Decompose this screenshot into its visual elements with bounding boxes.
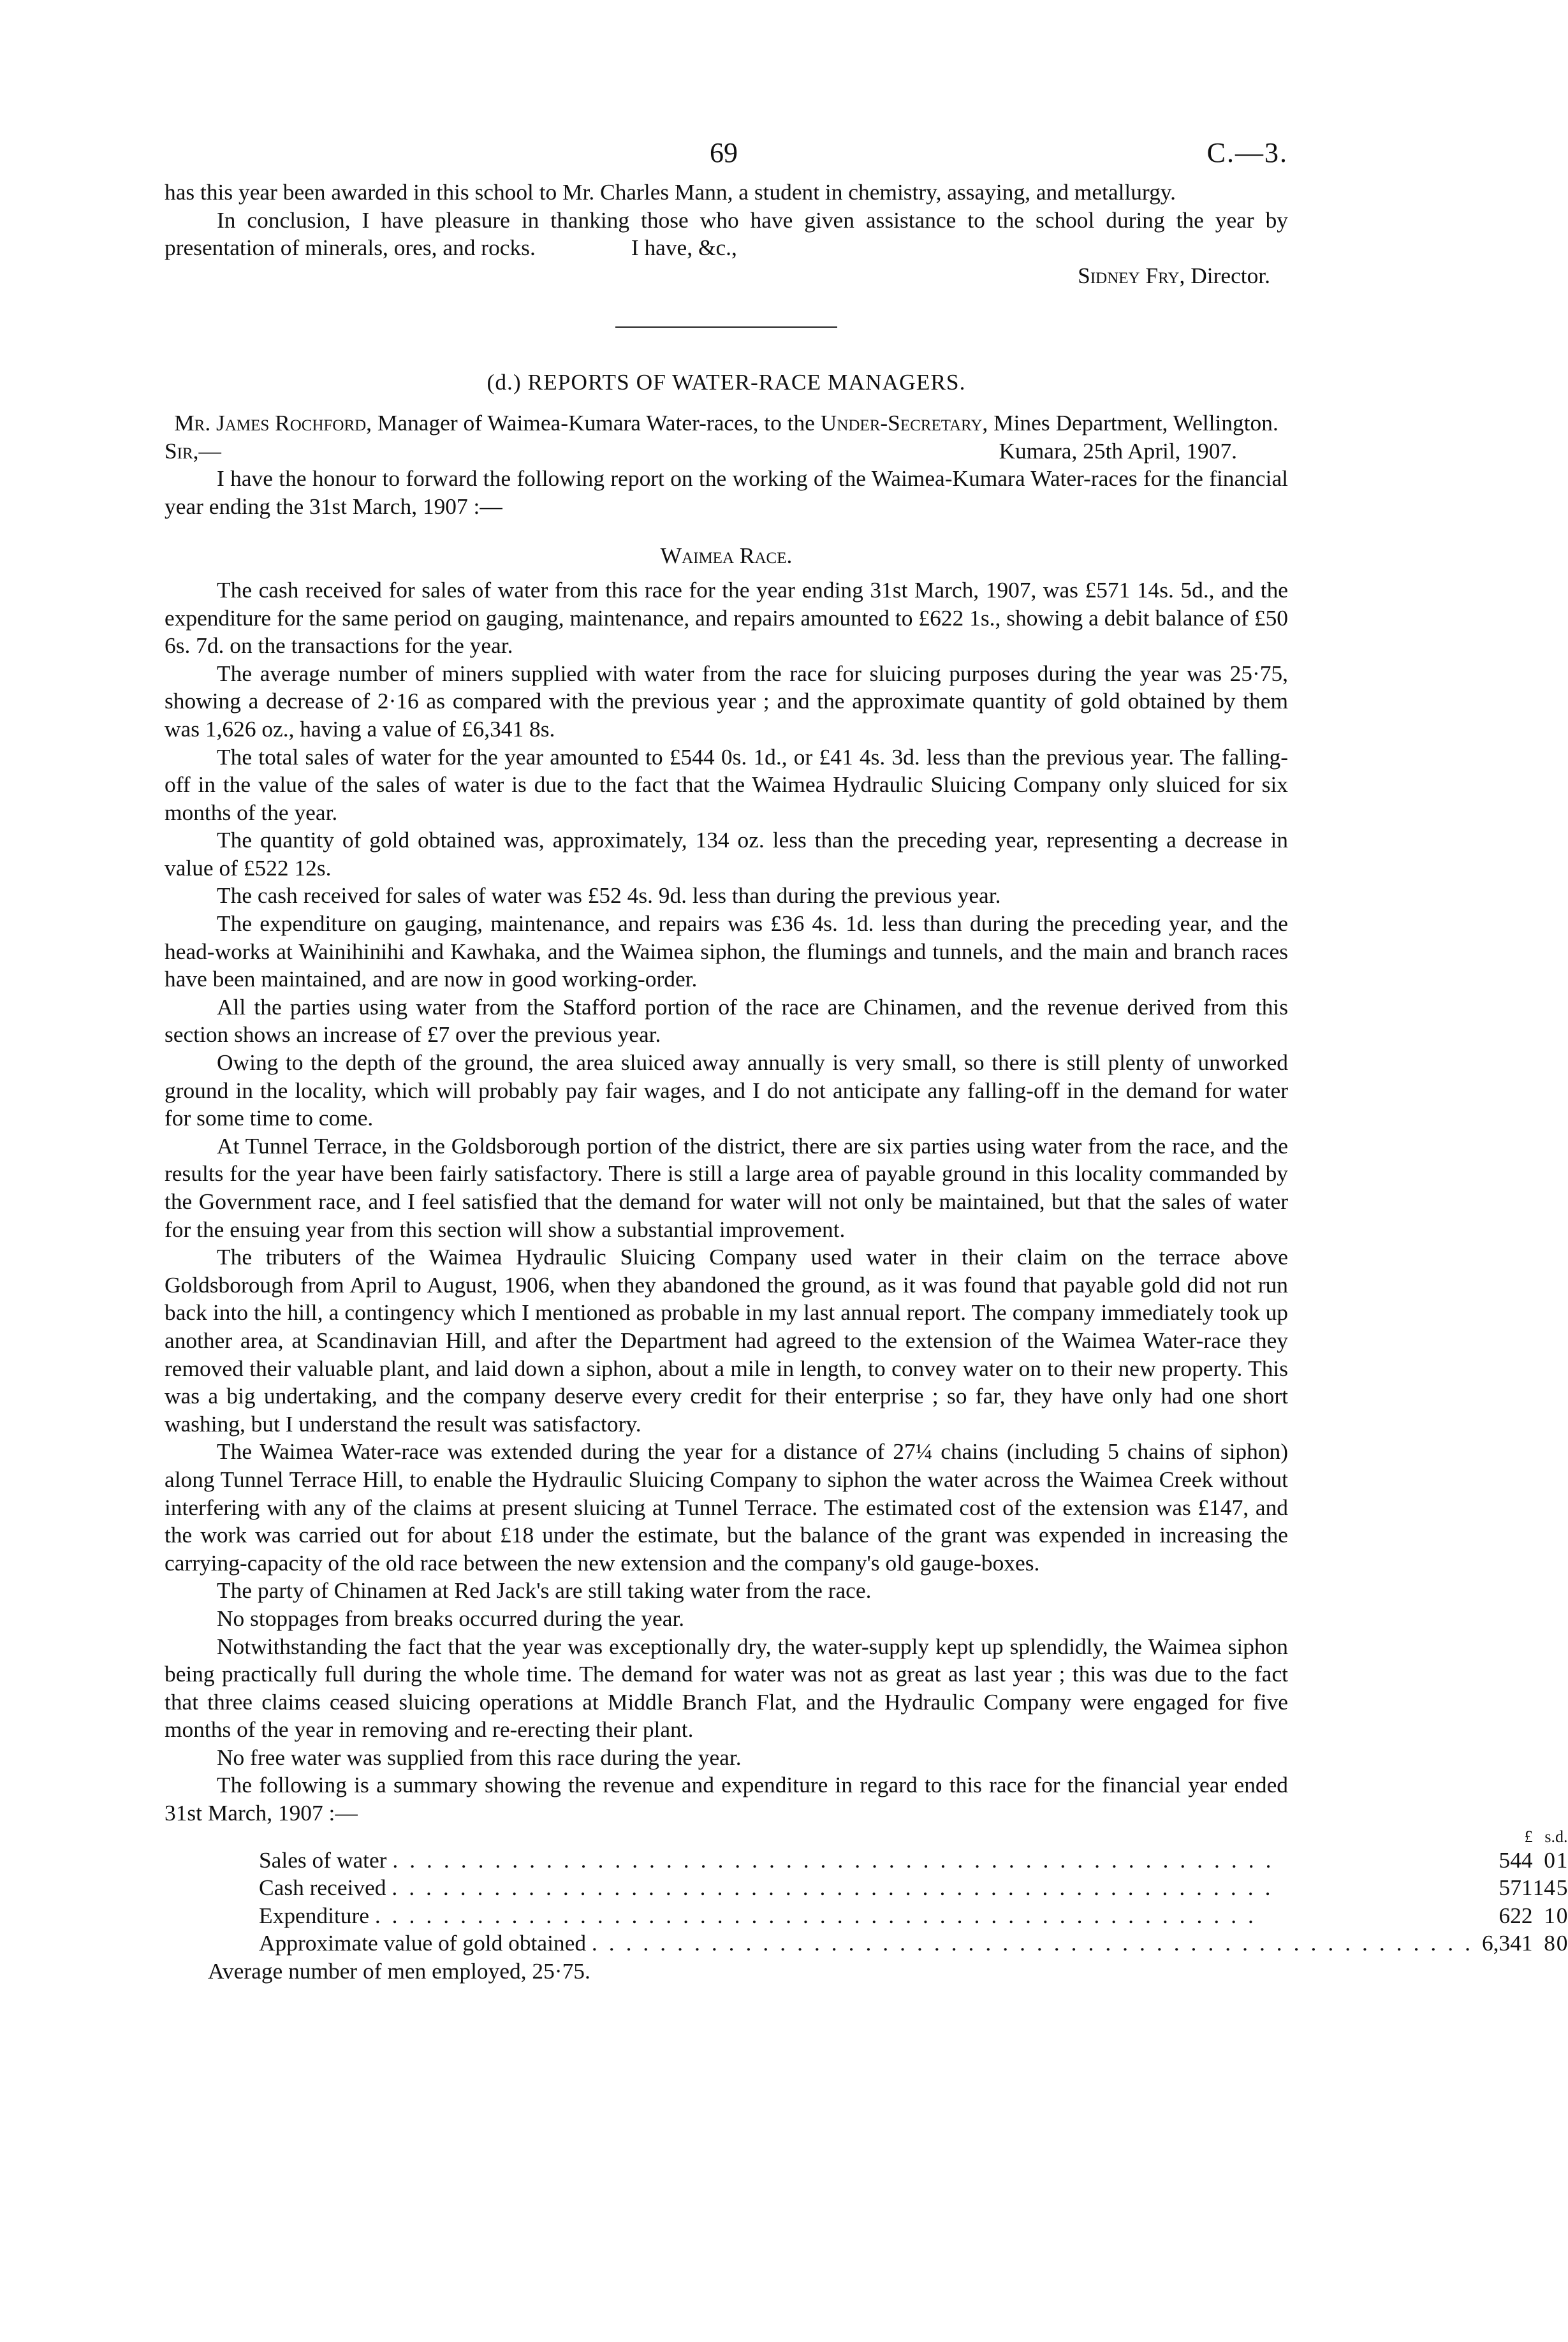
intro-paragraph: has this year been awarded in this school to Mr. Charles Mann, a student in chemistry, assaying, and metallurgy. [165,179,1176,205]
row-label: Expenditure [259,1902,369,1928]
body-paragraph: All the parties using water from the Stafford portion of the race are Chinamen, and the revenue derived from this section shows an increase of £7 over the previous year. [165,993,1288,1048]
row-pence: 5 [1556,1875,1568,1901]
body-paragraph: The Waimea Water-race was extended during the year for a distance of 27¼ chains (including 5 chains of siphon) along Tunnel Terrace Hill, to enable the Hydraulic Sluicing Company to siphon the water across the Waimea Creek without interfering with any of the claims at present sluicing at Tunnel Terrace. The estimated cost of the extension was £147, and the work was carried out for about £18 under the estimate, but the balance of the grant was expended in increasing the carrying-capacity of the old race between the new extension and the company's old gauge-boxes. [165,1438,1288,1576]
row-pounds: 571 [1498,1875,1533,1901]
opening-paragraph: I have the honour to forward the following report on the working of the Waimea-Kumara Water-races for the financial year ending the 31st March, 1907 :— [165,465,1288,519]
row-pence: 1 [1556,1847,1568,1873]
row-shillings: 1 [1544,1902,1555,1928]
col-pence: d. [1555,1827,1568,1846]
body-paragraph: No stoppages from breaks occurred during the year. [217,1605,685,1631]
address-to: Under-Secretary, [820,409,988,435]
signature-name: Sidney Fry, [1078,262,1185,288]
body-paragraph: Owing to the depth of the ground, the area sluiced away annually is very small, so there is still plenty of unworked ground in the locality, which will probably pay fair wages, and I do not anticipate any falling-off in the demand for water for some time to come. [165,1050,1288,1131]
row-shillings: 8 [1544,1930,1555,1956]
row-pounds: 622 [1498,1902,1533,1928]
col-shillings: s. [1544,1827,1555,1846]
body-paragraph: No free water was supplied from this race during the year. [217,1744,742,1770]
conclusion-paragraph [165,207,1288,262]
table-row: Approximate value of gold obtained .................................................... 6,341 8 0 [259,1929,1568,1958]
document-reference: C.—3. [1206,137,1288,168]
body-paragraph: The average number of miners supplied with water from the race for sluicing purposes during the year was 25·75, showing a decrease of 2·16 as compared with the previous year ; and the approximate quantity of gold obtained by them was 1,626 oz., having a value of £6,341 8s. [165,660,1288,742]
body-paragraph: At Tunnel Terrace, in the Goldsborough portion of the district, there are six parties using water from the race, and the results for the year have been fairly satisfactory. There is still a large area of payable ground in this locality commanded by the Government race, and I feel satisfied that the demand for water will not only be maintained, but that the sales of water for the ensuing year from this section will show a substantial improvement. [165,1132,1288,1242]
body-paragraph: The following is a summary showing the revenue and expenditure in regard to this race for the financial year ended 31st March, 1907 :— [165,1772,1288,1826]
page-header [165,139,1288,179]
address-tail: Mines Department, Wellington. [993,409,1279,435]
signature [165,262,1288,290]
document-page [165,137,1568,1986]
subheading-waimea-race: Waimea Race. [660,543,793,569]
salutation-row [165,437,1288,465]
body-paragraph: The expenditure on gauging, maintenance, and repairs was £36 4s. 1d. less than during the preceding year, and the head-works at Wainihinihi and Kawhaka, and the Waimea siphon, the flumings and tunnels, and the main and branch races have been maintained, and are now in good working-order. [165,911,1288,992]
summary-header-row [259,1827,1568,1847]
average-men-employed: Average number of men employed, 25·75. [208,1958,590,1984]
table-row: Sales of water .................................................... 544 0 1 [259,1847,1568,1875]
body-paragraph: The total sales of water for the year amounted to £544 0s. 1d., or £41 4s. 3d. less than the previous year. The falling-off in the value of the sales of water is due to the fact that the Waimea Hydraulic Sluicing Company only sluiced for six months of the year. [165,743,1288,825]
table-row: Expenditure .................................................... 622 1 0 [259,1902,1568,1930]
row-shillings: 0 [1544,1847,1555,1873]
closing-phrase: I have, &c., [631,235,737,261]
body-paragraph: The quantity of gold obtained was, approximately, 134 oz. less than the preceding year, representing a decrease in value of £522 12s. [165,827,1288,881]
col-pounds: £ [1524,1827,1533,1846]
body-paragraph: The cash received for sales of water from this race for the year ending 31st March, 1907, was £571 14s. 5d., and the expenditure for the same period on gauging, maintenance, and repairs amounted to £622 1s., showing a debit balance of £50 6s. 7d. on the transactions for the year. [165,576,1288,659]
body-paragraph: Notwithstanding the fact that the year was exceptionally dry, the water-supply kept up splendidly, the Waimea siphon being practically full during the whole time. The demand for water was not as great as last year ; this was due to the fact that three claims ceased sluicing operations at Middle Branch Flat, and the Hydraulic Company were engaged for five months of the year in removing and re-erecting their plant. [165,1633,1288,1743]
table-row: Cash received .................................................... 571 14 5 [259,1874,1568,1902]
row-pence: 0 [1556,1930,1568,1956]
conclusion-text: In conclusion, I have pleasure in thanking those who have given assistance to the school during the year by presentation of minerals, ores, and rocks. [165,207,1288,261]
letter-date: Kumara, 25th April, 1907. [999,437,1237,464]
row-label: Approximate value of gold obtained [259,1930,587,1956]
signature-title: Director. [1191,262,1270,288]
address-line [165,409,1288,437]
page-number: 69 [710,137,738,168]
row-pence: 0 [1556,1902,1568,1928]
section-heading: (d.) REPORTS OF WATER-RACE MANAGERS. [487,369,966,395]
row-pounds: 6,341 [1481,1930,1533,1956]
address-text: Manager of Waimea-Kumara Water-races, to the [377,409,815,435]
body-paragraph: The party of Chinamen at Red Jack's are still taking water from the race. [217,1577,872,1604]
row-shillings: 14 [1532,1875,1555,1901]
row-label: Cash received [259,1875,386,1901]
section-divider [615,326,837,328]
summary-table [259,1827,1568,1958]
body-paragraph: The tributers of the Waimea Hydraulic Sluicing Company used water in their claim on the terrace above Goldsborough from April to August, 1906, when they abandoned the ground, as it was found that payable gold did not run back into the hill, a contingency which I mentioned as probable in my last annual report. The company immediately took up another area, at Scandinavian Hill, and after the Department had agreed to the extension of the Waimea Water-race they removed their valuable plant, and laid down a siphon, about a mile in length, to convey water on to their new property. This was a big undertaking, and the company deserve every credit for their enterprise ; so far, they have only had one short washing, but I understand the result was satisfactory. [165,1244,1288,1437]
row-label: Sales of water [259,1847,387,1873]
body-paragraph: The cash received for sales of water was £52 4s. 9d. less than during the previous year. [217,882,1001,909]
address-from: Mr. James Rochford, [174,409,372,435]
row-pounds: 544 [1498,1847,1533,1873]
salutation: Sir,— [165,437,221,464]
